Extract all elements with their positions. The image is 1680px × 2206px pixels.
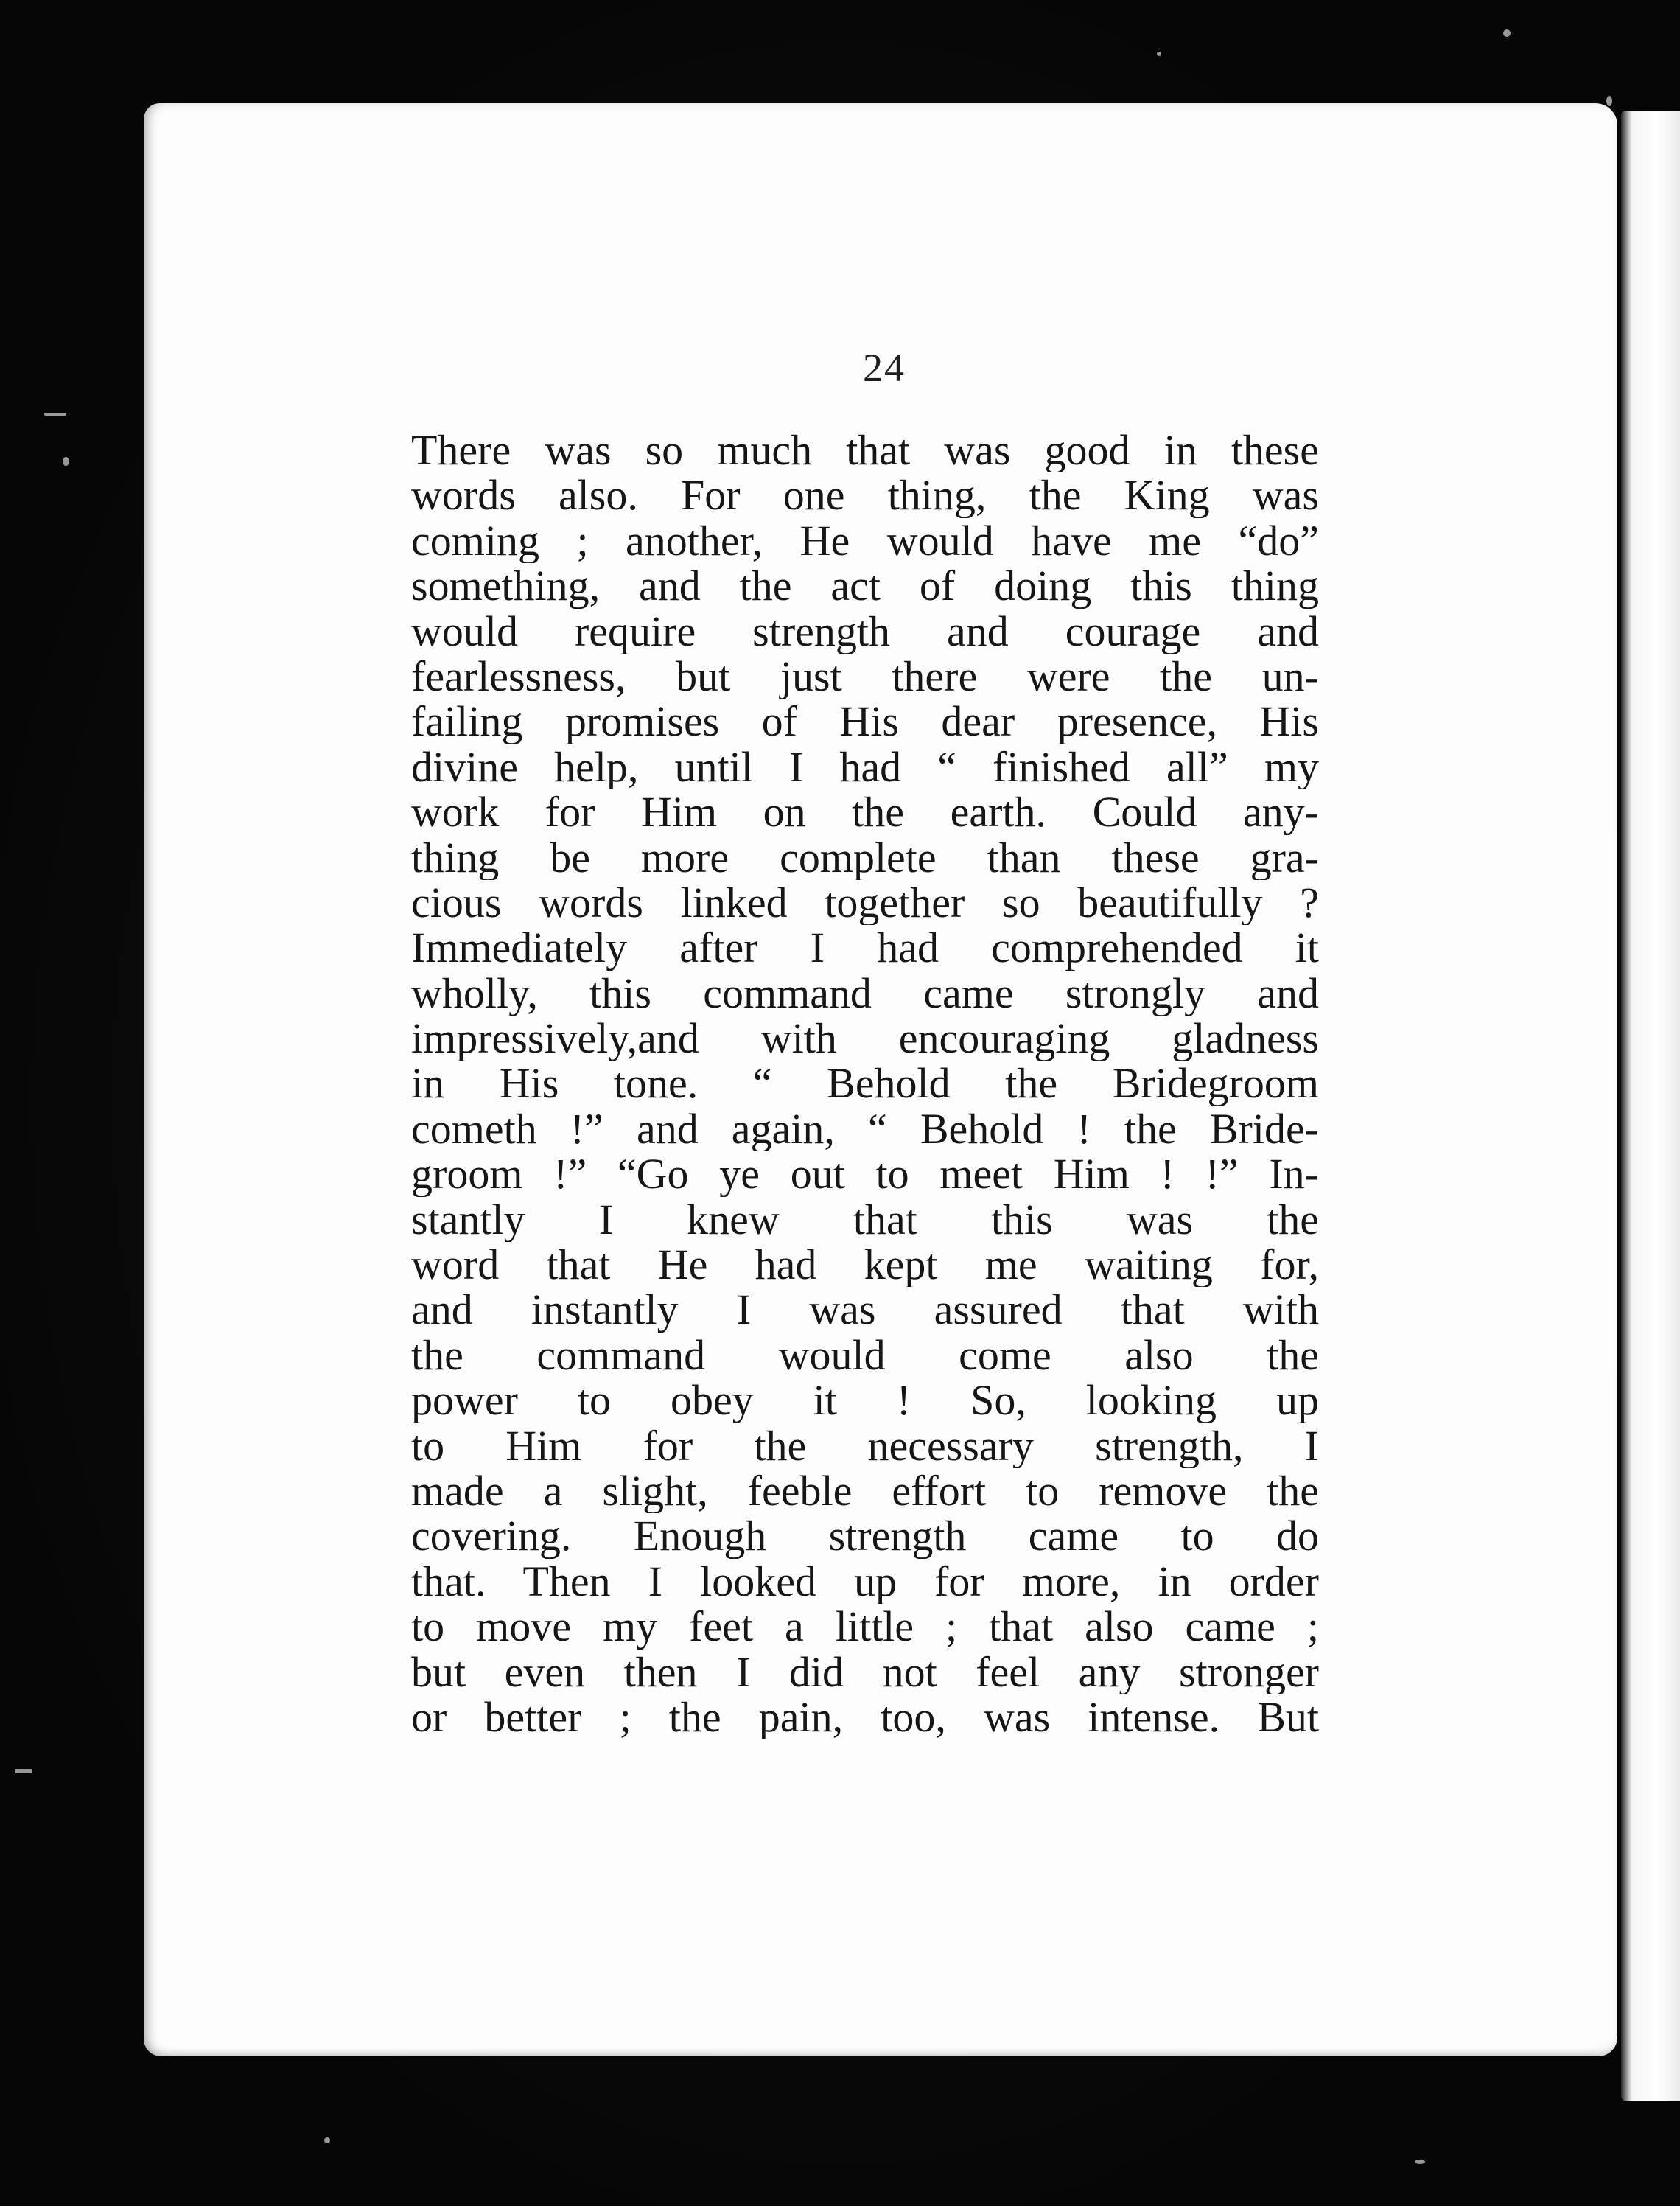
text-line: divine help, until I had “ finished all” my: [411, 744, 1319, 790]
text-line: thing be more complete than these gra-: [411, 834, 1319, 880]
text-line: the command would come also the: [411, 1332, 1319, 1378]
text-line: would require strength and courage and: [411, 608, 1319, 654]
text-line: work for Him on the earth. Could any-: [411, 789, 1319, 835]
text-line: to Him for the necessary strength, I: [411, 1423, 1319, 1468]
text-line: but even then I did not feel any stronger: [411, 1649, 1319, 1694]
dust-speck: [15, 1769, 32, 1773]
text-line: made a slight, feeble effort to remove the: [411, 1467, 1319, 1514]
text-line: in His tone. “ Behold the Bridegroom: [411, 1061, 1319, 1106]
text-line: word that He had kept me waiting for,: [411, 1242, 1319, 1288]
body-text: [411, 427, 1319, 1739]
dust-speck: [1415, 2160, 1425, 2164]
dust-speck: [1503, 29, 1511, 37]
text-line: fearlessness, but just there were the un-: [411, 653, 1319, 699]
text-line: words also. For one thing, the King was: [411, 472, 1319, 518]
text-line: stantly I knew that this was the: [411, 1196, 1319, 1243]
adjacent-page-edge: [1621, 111, 1680, 2101]
page-number: 24: [863, 346, 906, 390]
text-line: impressively,and with encouraging gladness: [411, 1016, 1319, 1061]
dust-speck: [1157, 52, 1161, 56]
dust-speck: [63, 457, 69, 466]
dust-speck: [44, 413, 66, 416]
text-line: that. Then I looked up for more, in order: [411, 1558, 1319, 1605]
text-line: coming ; another, He would have me “do”: [411, 517, 1319, 564]
text-line: something, and the act of doing this thing: [411, 563, 1319, 609]
text-line: power to obey it ! So, looking up: [411, 1378, 1319, 1423]
text-line: cometh !” and again, “ Behold ! the Bride-: [411, 1106, 1319, 1152]
text-line: failing promises of His dear presence, His: [411, 699, 1319, 744]
text-line: or better ; the pain, too, was intense. But: [411, 1694, 1319, 1740]
dust-speck: [1606, 96, 1612, 106]
text-line: There was so much that was good in these: [411, 427, 1319, 473]
text-line: groom !” “Go ye out to meet Him ! !” In-: [411, 1151, 1319, 1197]
text-line: wholly, this command came strongly and: [411, 970, 1319, 1016]
text-line: and instantly I was assured that with: [411, 1287, 1319, 1333]
text-line: to move my feet a little ; that also came ;: [411, 1604, 1319, 1650]
text-line: Immediately after I had comprehended it: [411, 925, 1319, 971]
text-line: cious words linked together so beautifully ?: [411, 879, 1319, 926]
text-line: covering. Enough strength came to do: [411, 1513, 1319, 1559]
dust-speck: [324, 2137, 330, 2143]
